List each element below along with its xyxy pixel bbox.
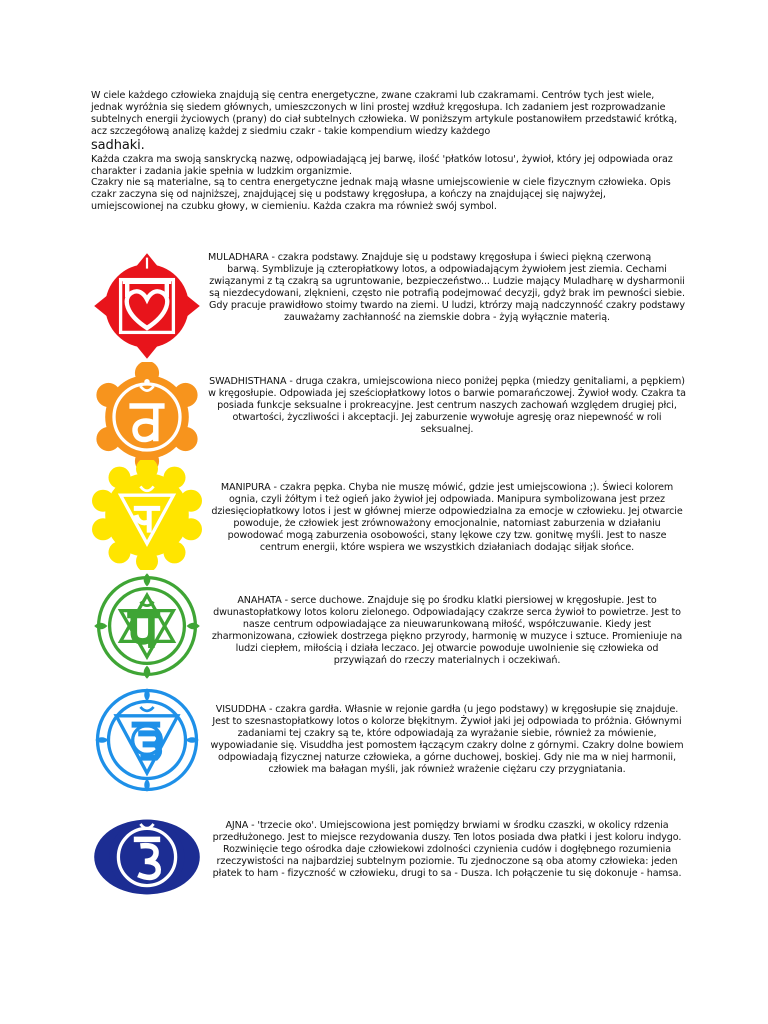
muladhara-description-body: barwą. Symblizuje ją czteropłatkowy lotos, a odpowiadającym żywiołem jest ziemia. Cechami związanymi z tą czakrą sa ugruntowanie, bezpieczeństwo... Ludzie mający Muladharę w dysharmonii są niezdecydowani, zlęknieni, często nie potrafią podejmować decyzji, gdyż brak im pewności siebie. Gdy pracuje prawidłowo stoimy twardo na ziemi. U ludzi, ktrórzy mają nadczynność czakry podstawy zauważamy zachłanność na ziemskie dobra - żyją wyłącznie materią. [209, 264, 685, 323]
intro-paragraph-1 [91, 90, 681, 152]
visuddha-symbol-icon [92, 685, 202, 795]
intro-paragraph-3: Czakry nie są materialne, są to centra energetyczne jednak mają własne umiejscowienie w ciele fizycznym człowieka. Opis czakr zaczyna się od najniższej, znajdującej się u podstawy kręgosłupa, a kończy na znajdującej się najwyżej, umiejscowionej na czubku głowy, w ciemieniu. Każda czakra ma również swój symbol. [91, 177, 671, 213]
anahata-symbol-icon [92, 571, 202, 681]
muladhara-description [208, 252, 686, 324]
intro-paragraph-2: Każda czakra ma swoją sanskrycką nazwę, odpowiadającą jej barwę, ilość 'płatków lotosu', żywioł, który jej odpowiada oraz charakter i zadania jakie spełnia w ludzkim organizmie. [91, 153, 673, 177]
ajna-description-body: AJNA - 'trzecie oko'. Umiejscowiona jest pomiędzy brwiami w środku czaszki, w okolicy rdzenia przedłużonego. Jest to miejsce rezydowania duszy. Ten lotos posiada dwa płatki i jest koloru indygo. Rozwinięcie tego ośrodka daje człowiekowi zdolności czynienia cudów i dogłębnego rozumienia rzeczywistości na najbardziej subtelnym poziomie. Tu zjednoczone są oba atomy człowieka: jeden płatek to ham - fizyczność w człowieku, drugi to sa - Dusza. Ich połączenie tu się dokonuje - hamsa. [212, 820, 682, 879]
intro-sadhaki-word: sadhaki. [91, 137, 145, 153]
manipura-symbol-icon [92, 460, 202, 570]
visuddha-description [208, 704, 686, 776]
manipura-description [208, 482, 686, 554]
intro-paragraph-1-text: W ciele każdego człowieka znajdują się centra energetyczne, zwane czakrami lub czakramami. Centrów tych jest wiele, jednak wyróżnia się siedem głównych, umieszczonych w lini prostej wzdłuż kręgosłupa. Ich zadaniem jest rozprowadzanie subtelnych energii życiowych (prany) do ciał subtelnych człowieka. W poniższym artykule postanowiłem przedstawić krótką, acz szczegółową analizę każdej z siedmiu czakr - takie kompendium wiedzy każdego [91, 90, 678, 137]
anahata-description-body: ANAHATA - serce duchowe. Znajduje się po środku klatki piersiowej w kręgosłupie. Jest to dwunastopłatkowy lotos koloru zielonego. Odpowiadający czakrze serca żywioł to powietrze. Jest to nasze centrum odpowiadające za nieuwarunkowaną miłość, współczuwanie. Kiedy jest zharmonizowana, człowiek dostrzega piękno przyrody, harmonię w muzyce i sztuce. Promieniuje na ludzi ciepłem, miłością i działa leczaco. Jej otwarcie powoduje uwolnienie się człowieka od przywiązań do rzeczy materialnych i oczekiwań. [211, 595, 683, 666]
visuddha-description-body: VISUDDHA - czakra gardła. Własnie w rejonie gardła (u jego podstawy) w kręgosłupie się znajduje. Jest to szesnastopłatkowy lotos o kolorze błękitnym. Żywioł jaki jej odpowiada to próżnia. Głównymi zadaniami tej czakry są te, które odpowiadają za wyrażanie siebie, również za mówienie, wypowiadanie się. Visuddha jest pomostem łączącym czakry dolne z górnymi. Czakry dolne bowiem odpowiadają fizycznej naturze człowieka, a górne duchowej, boskiej. Gdy nie ma w niej harmonii, człowiek ma bałagan myśli, jak również wrażenie ciężaru czy przygniatania. [210, 704, 684, 775]
intro-text [91, 90, 681, 213]
muladhara-description-lead: MULADHARA - czakra podstawy. Znajduje się u podstawy kręgosłupa i świeci piękną czerwoną [208, 252, 652, 263]
ajna-description [208, 820, 686, 880]
swadhisthana-description-body: SWADHISTHANA - druga czakra, umiejscowiona nieco poniżej pępka (miedzy genitaliami, a pępkiem) w kręgosłupie. Odpowiada jej sześciopłatkowy lotos o barwie pomarańczowej. Żywioł wody. Czakra ta posiada funkcje seksualne i prokreacyjne. Jest centrum naszych zachowań względem drugiej płci, otwartości, życzliwości i akceptacji. Jej zaburzenie wywołuje agresję oraz niepewność w roli seksualnej. [208, 376, 686, 435]
anahata-description [208, 595, 686, 667]
manipura-description-body: MANIPURA - czakra pępka. Chyba nie muszę mówić, gdzie jest umiejscowiona ;). Świeci kolorem ognia, czyli żółtym i też ogień jako żywioł jej odpowiada. Manipura symbolizowana jest przez dziesięciopłatkowy lotos i jest w głównej mierze odpowiedzialna za emocje w człowieku. Jej otwarcie powoduje, że człowiek jest zrównoważony emocjonalnie, natomiast zaburzenia w działaniu powodować mogą zaburzenia osobowości, stany lękowe czy tzw. gonitwę myśli. Jest to nasze centrum energii, które wspiera we wszystkich działaniach dodając siłjak słońce. [211, 482, 683, 553]
muladhara-symbol-icon [92, 251, 202, 361]
swadhisthana-description [208, 376, 686, 436]
ajna-symbol-icon [92, 802, 202, 912]
swadhisthana-symbol-icon [92, 362, 202, 472]
